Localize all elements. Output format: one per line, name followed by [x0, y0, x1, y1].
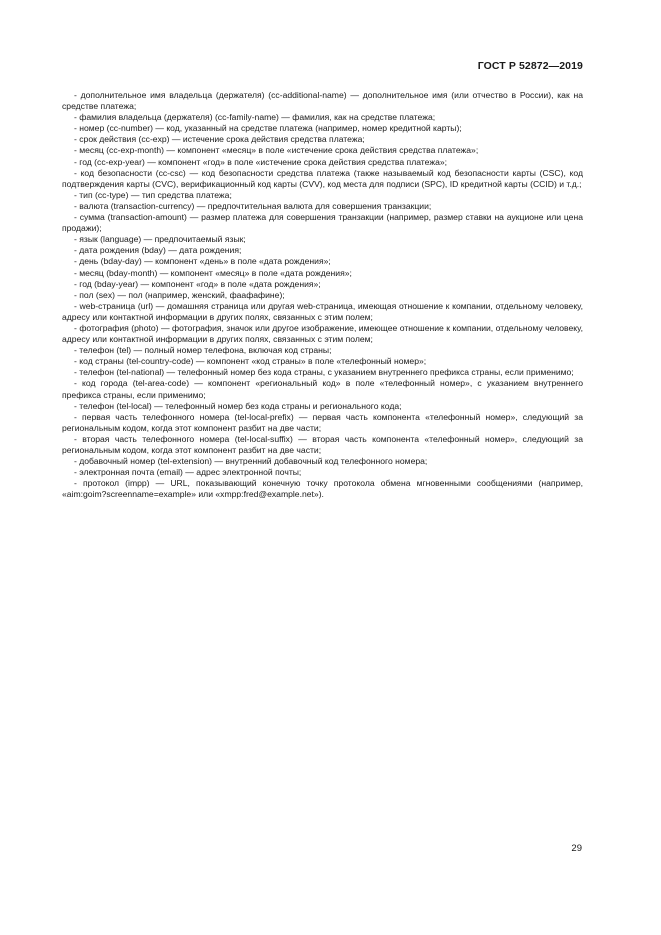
list-item: - месяц (bday-month) — компонент «месяц» в поле «дата рождения»;: [74, 267, 352, 278]
list-item: - телефон (tel-national) — телефонный номер без кода страны, с указанием внутреннего префикса страны, если применимо;: [74, 367, 574, 378]
list-item: - электронная почта (email) — адрес электронной почты;: [74, 467, 302, 478]
list-item: - год (bday-year) — компонент «год» в поле «дата рождения»;: [74, 278, 321, 289]
list-item: - день (bday-day) — компонент «день» в поле «дата рождения»;: [74, 256, 331, 267]
list-item: - пол (sex) — пол (например, женский, фаафафине);: [74, 289, 285, 300]
page-number: 29: [571, 843, 582, 854]
list-item: - дополнительное имя владельца (держателя) (cc-additional-name) — дополнительное имя (или отчество в России), как на средстве платежа;: [62, 90, 583, 112]
list-item: - код города (tel-area-code) — компонент «региональный код» в поле «телефонный номер», с указанием внутреннего префикса страны, если применимо;: [62, 378, 583, 400]
list-item: - сумма (transaction-amount) — размер платежа для совершения транзакции (например, размер ставки на аукционе или цена продажи);: [62, 212, 583, 234]
list-item: - год (cc-exp-year) — компонент «год» в поле «истечение срока действия средства платежа»;: [74, 156, 448, 167]
list-item: - код безопасности (cc-csc) — код безопасности средства платежа (также называемый код безопасности карты (CSC), код подтверждения карты (CVC), верификационный код карты (CVV), код места для подписи (SPC), ID кредитной карты (CCID) и т.д.;: [62, 167, 583, 189]
list-item: - срок действия (cc-exp) — истечение срока действия средства платежа;: [74, 134, 365, 145]
body-text: [62, 90, 583, 500]
list-item: - месяц (cc-exp-month) — компонент «месяц» в поле «истечение срока действия средства платежа»;: [74, 145, 479, 156]
list-item: - фотография (photo) — фотография, значок или другое изображение, имеющее отношение к компании, отдельному человеку, адресу или контактной информации в других полях, связанных с этим полем;: [62, 322, 583, 345]
list-item: - вторая часть телефонного номера (tel-local-suffix) — вторая часть компонента «телефонный номер», следующий за региональным кодом, когда этот компонент разбит на две части;: [62, 433, 583, 455]
list-item: - код страны (tel-country-code) — компонент «код страны» в поле «телефонный номер»;: [74, 356, 427, 367]
list-item: - телефон (tel) — полный номер телефона, включая код страны;: [74, 345, 332, 356]
list-item: - язык (language) — предпочитаемый язык;: [74, 234, 246, 245]
list-item: - протокол (impp) — URL, показывающий конечную точку протокола обмена мгновенными сообщениями (например, «aim:goim?screenname=example» или «xmpp:fred@example.net»).: [62, 478, 583, 500]
list-item: - первая часть телефонного номера (tel-local-prefix) — первая часть компонента «телефонный номер», следующий за региональным кодом, когда этот компонент разбит на две части;: [62, 411, 583, 433]
list-item: - номер (cc-number) — код, указанный на средстве платежа (например, номер кредитной карты);: [74, 123, 462, 134]
list-item: - дата рождения (bday) — дата рождения;: [74, 245, 242, 256]
list-item: - телефон (tel-local) — телефонный номер без кода страны и регионального кода;: [74, 400, 402, 411]
list-item: - фамилия владельца (держателя) (cc-family-name) — фамилия, как на средстве платежа;: [74, 112, 436, 123]
list-item: - добавочный номер (tel-extension) — внутренний добавочный код телефонного номера;: [74, 456, 428, 467]
standard-designation: ГОСТ Р 52872—2019: [477, 60, 583, 72]
list-item: - тип (cc-type) — тип средства платежа;: [74, 189, 232, 200]
list-item: - валюта (transaction-currency) — предпочтительная валюта для совершения транзакции;: [74, 200, 432, 211]
list-item: - web-страница (url) — домашняя страница или другая web-страница, имеющая отношение к компании, отдельному человеку, адресу или контактной информации в других полях, связанных с этим полем;: [62, 300, 583, 322]
